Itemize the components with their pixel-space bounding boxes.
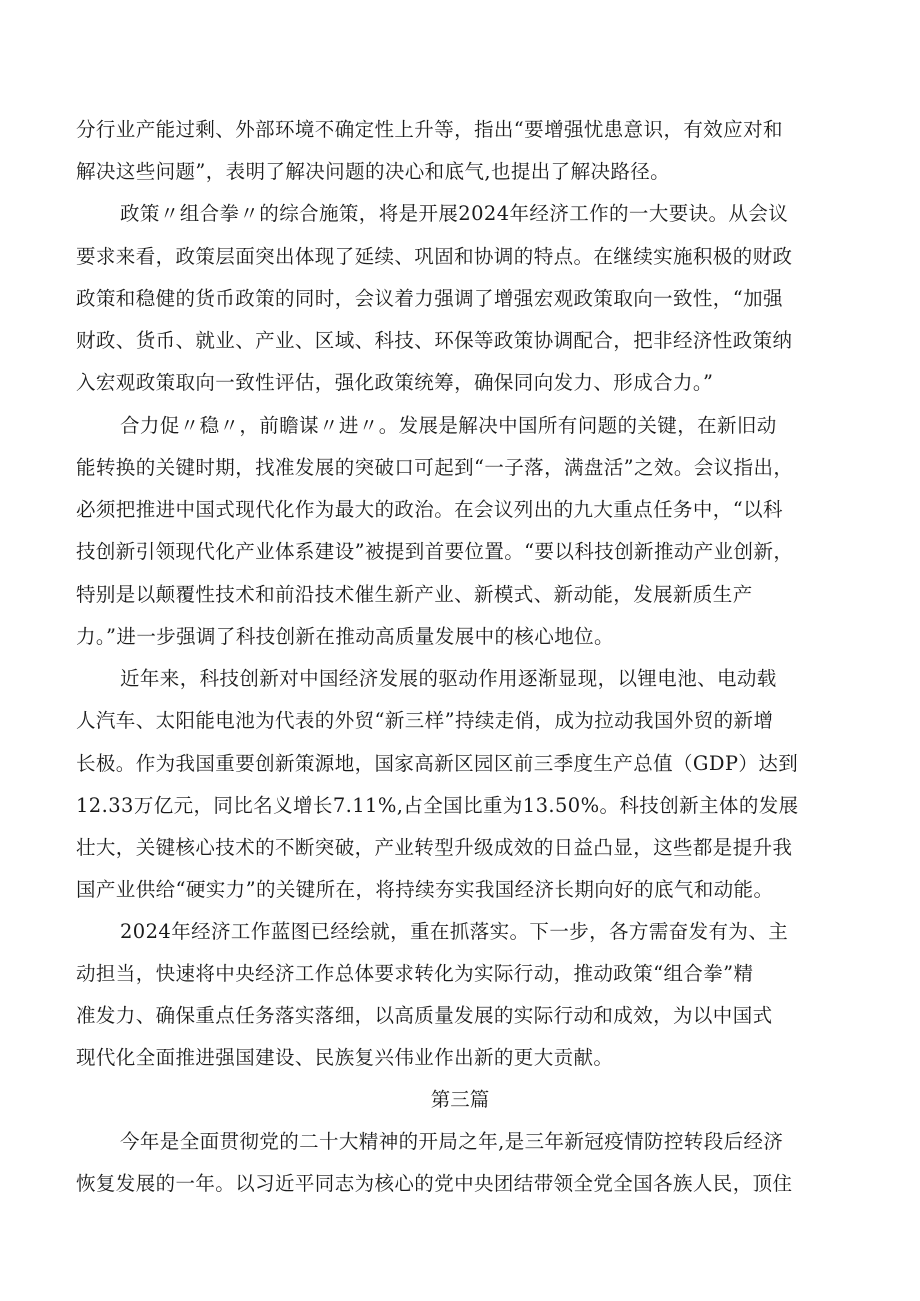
paragraph-2-line-1: 政策〃组合拳〃的综合施策，将是开展2024年经济工作的一大要诀。从会议	[120, 202, 789, 225]
paragraph-2-line-5: 入宏观政策取向一致性评估，强化政策统筹，确保同向发力、形成合力。”	[76, 371, 714, 394]
paragraph-2-line-2: 要求来看，政策层面突出体现了延续、巩固和协调的特点。在继续实施积极的财政	[76, 245, 793, 268]
section-paragraph-line-2: 恢复发展的一年。以习近平同志为核心的党中央团结带领全党全国各族人民，顶住	[76, 1172, 793, 1195]
paragraph-4-line-3: 长极。作为我国重要创新策源地，国家高新区园区前三季度生产总值（GDP）达到	[76, 752, 799, 775]
paragraph-2-line-3: 政策和稳健的货币政策的同时，会议着力强调了增强宏观政策取向一致性，“加强	[76, 287, 783, 310]
paragraph-3-line-6: 力。”进一步强调了科技创新在推动高质量发展中的核心地位。	[76, 625, 614, 648]
paragraph-5-line-4: 现代化全面推进强国建设、民族复兴伟业作出新的更大贡献。	[76, 1046, 614, 1069]
paragraph-4-line-4: 12.33万亿元，同比名义增长7.11%,占全国比重为13.50%。科技创新主体的发展	[76, 794, 799, 817]
paragraph-4-line-1: 近年来，科技创新对中国经济发展的驱动作用逐渐显现，以锂电池、电动载	[120, 667, 777, 690]
paragraph-4-line-5: 壮大，关键核心技术的不断突破，产业转型升级成效的日益凸显，这些都是提升我	[76, 836, 793, 859]
paragraph-1-line-1: 分行业产能过剩、外部环境不确定性上升等，指出“要增强忧患意识，有效应对和	[76, 118, 783, 141]
paragraph-3-line-1: 合力促〃稳〃，前瞻谋〃进〃。发展是解决中国所有问题的关键，在新旧动	[120, 414, 777, 437]
paragraph-3-line-2: 能转换的关键时期，找准发展的突破口可起到“一子落，满盘活”之效。会议指出，	[76, 456, 794, 479]
paragraph-1-line-2: 解决这些问题”，表明了解决问题的决心和底气,也提出了解决路径。	[76, 160, 671, 183]
section-title: 第三篇	[430, 1088, 490, 1111]
paragraph-3-line-4: 技创新引领现代化产业体系建设”被提到首要位置。“要以科技创新推动产业创新，	[76, 540, 794, 563]
paragraph-2-line-4: 财政、货币、就业、产业、区域、科技、环保等政策协调配合，把非经济性政策纳	[76, 329, 793, 352]
paragraph-3-line-5: 特别是以颠覆性技术和前沿技术催生新产业、新模式、新动能，发展新质生产	[76, 583, 753, 606]
paragraph-4-line-2: 人汽车、太阳能电池为代表的外贸“新三样”持续走俏，成为拉动我国外贸的新增	[76, 709, 774, 732]
paragraph-5-line-2: 动担当，快速将中央经济工作总体要求转化为实际行动，推动政策“组合拳”精	[76, 962, 754, 985]
paragraph-4-line-6: 国产业供给“硬实力”的关键所在，将持续夯实我国经济长期向好的底气和动能。	[76, 878, 774, 901]
paragraph-3-line-3: 必须把推进中国式现代化作为最大的政治。在会议列出的九大重点任务中，“以科	[76, 498, 783, 521]
paragraph-5-line-3: 准发力、确保重点任务落实落细，以高质量发展的实际行动和成效，为以中国式	[76, 1004, 773, 1027]
paragraph-5-line-1: 2024年经济工作蓝图已经绘就，重在抓落实。下一步，各方需奋发有为、主	[120, 920, 789, 943]
section-paragraph-line-1: 今年是全面贯彻党的二十大精神的开局之年,是三年新冠疫情防控转段后经济	[120, 1130, 784, 1153]
